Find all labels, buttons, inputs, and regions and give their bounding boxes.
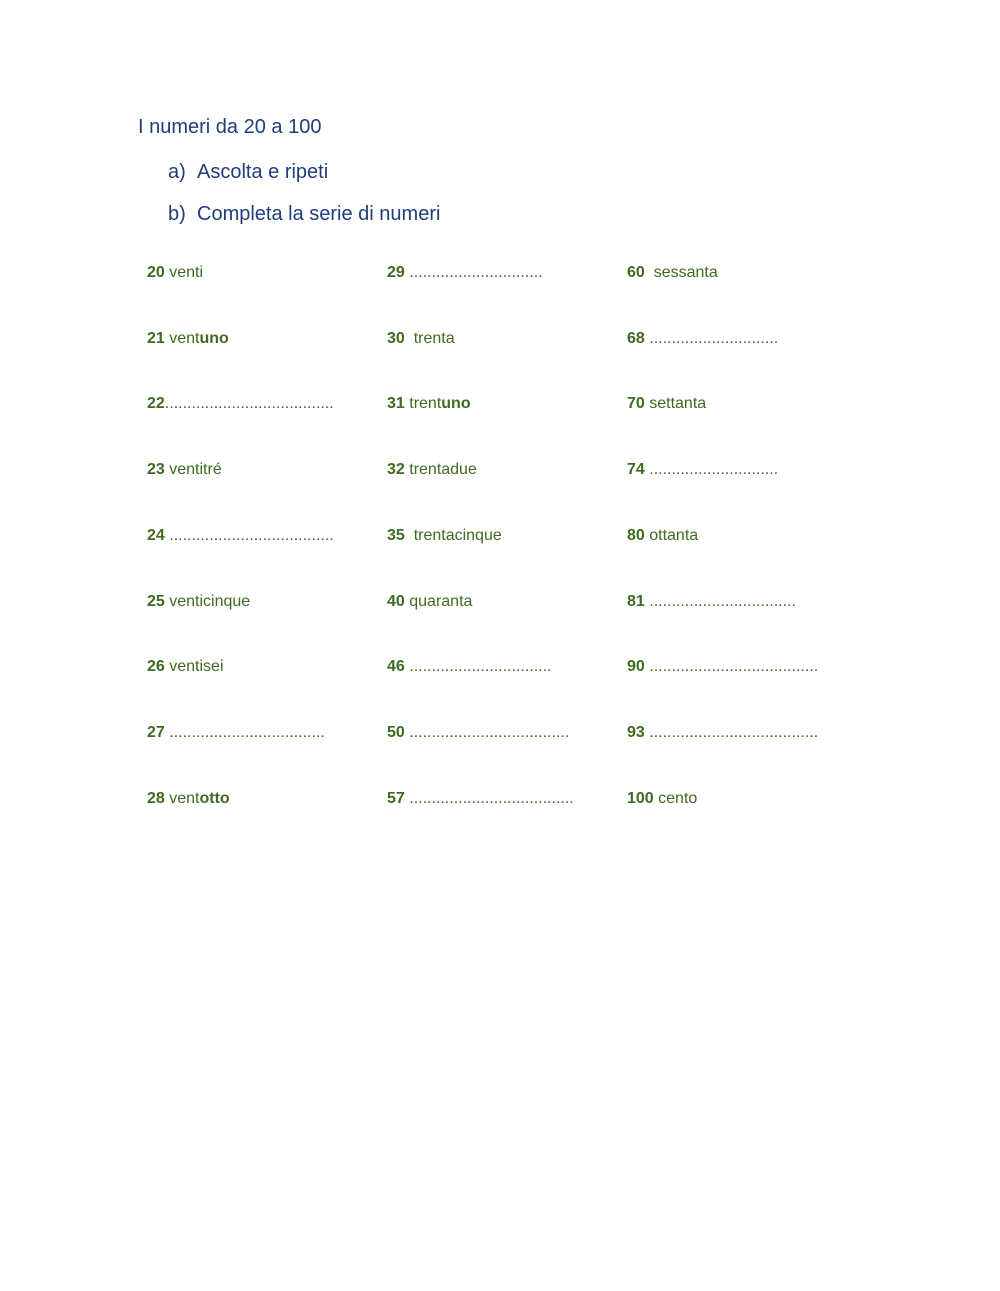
number-item: [387, 720, 569, 746]
number-digits: 31: [387, 395, 405, 413]
number-item: [627, 391, 706, 417]
number-digits: 40: [387, 592, 405, 610]
number-digits: 70: [627, 395, 645, 413]
number-digits: 46: [387, 658, 405, 676]
number-blank: ......................................: [164, 395, 334, 413]
number-word-highlight: otto: [199, 789, 230, 807]
number-word: trent: [404, 395, 442, 413]
number-word: cento: [653, 789, 698, 807]
number-word: trenta: [404, 329, 455, 347]
number-digits: 100: [627, 789, 654, 807]
number-item: [387, 523, 502, 549]
number-digits: 74: [627, 461, 645, 479]
number-item: [147, 654, 224, 680]
number-item: [147, 260, 203, 286]
page-title: I numeri da 20 a 100: [138, 116, 322, 138]
instruction-text: Completa la serie di numeri: [197, 203, 441, 225]
number-item: [387, 654, 552, 680]
number-blank: ......................................: [644, 658, 819, 676]
number-digits: 81: [627, 592, 645, 610]
number-item: [147, 326, 229, 352]
number-word: trentadue: [404, 461, 477, 479]
number-item: [627, 654, 818, 680]
number-item: [627, 786, 697, 812]
number-item: [147, 720, 325, 746]
number-digits: 21: [147, 329, 165, 347]
number-item: [387, 326, 455, 352]
number-digits: 57: [387, 789, 405, 807]
number-word-highlight: uno: [199, 329, 229, 347]
number-word: quaranta: [404, 592, 473, 610]
number-word: ottanta: [644, 526, 699, 544]
number-word: vent: [164, 329, 200, 347]
number-item: [627, 260, 718, 286]
instruction-item: [168, 200, 440, 242]
number-item: [627, 720, 818, 746]
number-blank: .............................: [644, 461, 779, 479]
number-word: venti: [164, 264, 204, 281]
number-digits: 35: [387, 526, 405, 544]
number-digits: 26: [147, 658, 165, 676]
number-item: [387, 260, 543, 286]
number-digits: 27: [147, 723, 165, 741]
number-digits: 30: [387, 329, 405, 347]
number-digits: 50: [387, 723, 405, 741]
number-item: [627, 523, 698, 549]
number-blank: ...................................: [164, 723, 325, 741]
number-item: [147, 457, 222, 483]
number-word: ventitré: [164, 461, 222, 479]
number-digits: 29: [387, 264, 405, 281]
number-word-highlight: uno: [441, 395, 471, 413]
number-digits: 24: [147, 526, 165, 544]
number-item: [387, 457, 477, 483]
number-blank: .................................: [644, 592, 796, 610]
number-item: [627, 457, 778, 483]
number-digits: 23: [147, 461, 165, 479]
number-item: [387, 786, 574, 812]
instruction-marker: a): [168, 161, 186, 183]
number-digits: 68: [627, 329, 645, 347]
number-word: settanta: [644, 395, 707, 413]
number-item: [387, 589, 472, 615]
number-blank: ..............................: [404, 264, 543, 281]
number-item: [147, 786, 230, 812]
number-blank: .....................................: [404, 789, 574, 807]
number-digits: 32: [387, 461, 405, 479]
instructions-list: [168, 158, 440, 242]
number-item: [627, 589, 796, 615]
number-item: [627, 326, 778, 352]
number-word: sessanta: [644, 264, 718, 281]
number-digits: 25: [147, 592, 165, 610]
number-digits: 60: [627, 264, 645, 281]
number-word: ventisei: [164, 658, 224, 676]
number-item: [387, 391, 471, 417]
instruction-item: [168, 158, 440, 200]
number-item: [147, 391, 334, 417]
number-blank: .....................................: [164, 526, 334, 544]
number-blank: ......................................: [644, 723, 819, 741]
instruction-marker: b): [168, 203, 186, 225]
number-word: venticinque: [164, 592, 251, 610]
number-digits: 90: [627, 658, 645, 676]
number-digits: 93: [627, 723, 645, 741]
number-item: [147, 523, 334, 549]
number-word: trentacinque: [404, 526, 502, 544]
number-blank: ................................: [404, 658, 552, 676]
number-digits: 80: [627, 526, 645, 544]
number-blank: ....................................: [404, 723, 570, 741]
number-word: vent: [164, 789, 200, 807]
number-digits: 20: [147, 264, 165, 281]
number-item: [147, 589, 250, 615]
number-digits: 22: [147, 395, 165, 413]
number-digits: 28: [147, 789, 165, 807]
instruction-text: Ascolta e ripeti: [197, 161, 329, 183]
number-blank: .............................: [644, 329, 779, 347]
